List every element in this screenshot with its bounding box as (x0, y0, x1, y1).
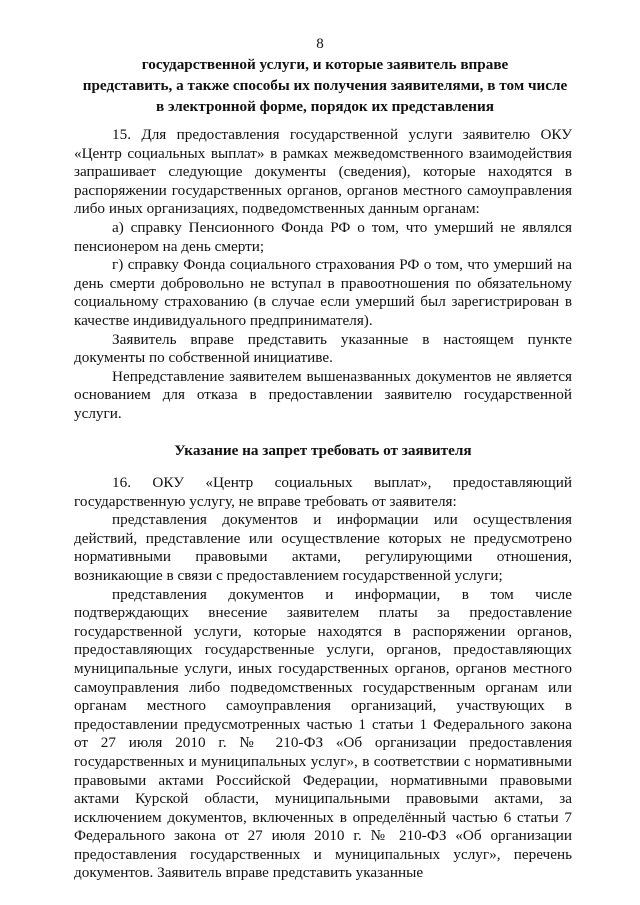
para16-item-2: представления документов и информации, в том числе подтверждающих внесение заявителем платы за предоставление государственной услуги, которые находятся в распоряжении органов, предоставляющих государственные услуги, органов, предоставляющих муниципальные услуги, иных государственных органов, органов местного самоуправления либо подведомственных государственным органам или органам местного самоуправления организаций, участвующих в предоставлении предусмотренных частью 1 статьи 1 Федерального закона от 27 июля 2010 г. № 210-ФЗ «Об организации предоставления государственных и муниципальных услуг», в соответствии с нормативными правовыми актами Российской Федерации, нормативными правовыми актами Курской области, муниципальными правовыми актами, за исключением документов, включенных в определённый частью 6 статьи 7 Федерального закона от 27 июля 2010 г. № 210-ФЗ «Об организации предоставления государственных и муниципальных услуг», перечень документов. Заявитель вправе представить указанные (74, 585, 572, 882)
paragraph-16 (74, 474, 572, 883)
para15-item-g: г) справку Фонда социального страхования РФ о том, что умерший на день смерти добровольно не вступал в правоотношения по обязательному социальному страхованию (в случае если умерший был зарегистрирован в качестве индивидуального предпринимателя). (74, 256, 572, 329)
heading (60, 54, 590, 117)
para15-item-a: а) справку Пенсионного Фонда РФ о том, что умерший не являлся пенсионером на день смерти; (74, 218, 572, 255)
paragraph-15 (74, 126, 572, 424)
heading-line-3: в электронной форме, порядок их представления (156, 98, 494, 115)
para15-note-1: Заявитель вправе представить указанные в настоящем пункте документы по собственной инициативе. (74, 330, 572, 367)
section-title: Указание на запрет требовать от заявителя (174, 442, 472, 459)
heading-line-1: государственной услуги, и которые заявитель вправе (141, 56, 509, 73)
heading-line-2: представить, а также способы их получения заявителями, в том числе (82, 77, 568, 94)
para15-intro: 15. Для предоставления государственной услуги заявителю ОКУ «Центр социальных выплат» в рамках межведомственного взаимодействия запрашивает следующие документы (сведения), которые находятся в распоряжении государственных органов, органов местного самоуправления либо иных организациях, подведомственных данным органам: (74, 126, 572, 218)
para15-note-2: Непредставление заявителем вышеназванных документов не является основанием для отказа в предоставлении заявителю государственной услуги. (74, 367, 572, 422)
para16-item-1: представления документов и информации или осуществления действий, представление или осуществление которых не предусмотрено нормативными правовыми актами, регулирующими отношения, возникающие в связи с предоставлением государственной услуги; (74, 511, 572, 584)
page-number: 8 (316, 36, 324, 52)
para16-intro: 16. ОКУ «Центр социальных выплат», предоставляющий государственную услугу, не вправе требовать от заявителя: (74, 474, 572, 510)
